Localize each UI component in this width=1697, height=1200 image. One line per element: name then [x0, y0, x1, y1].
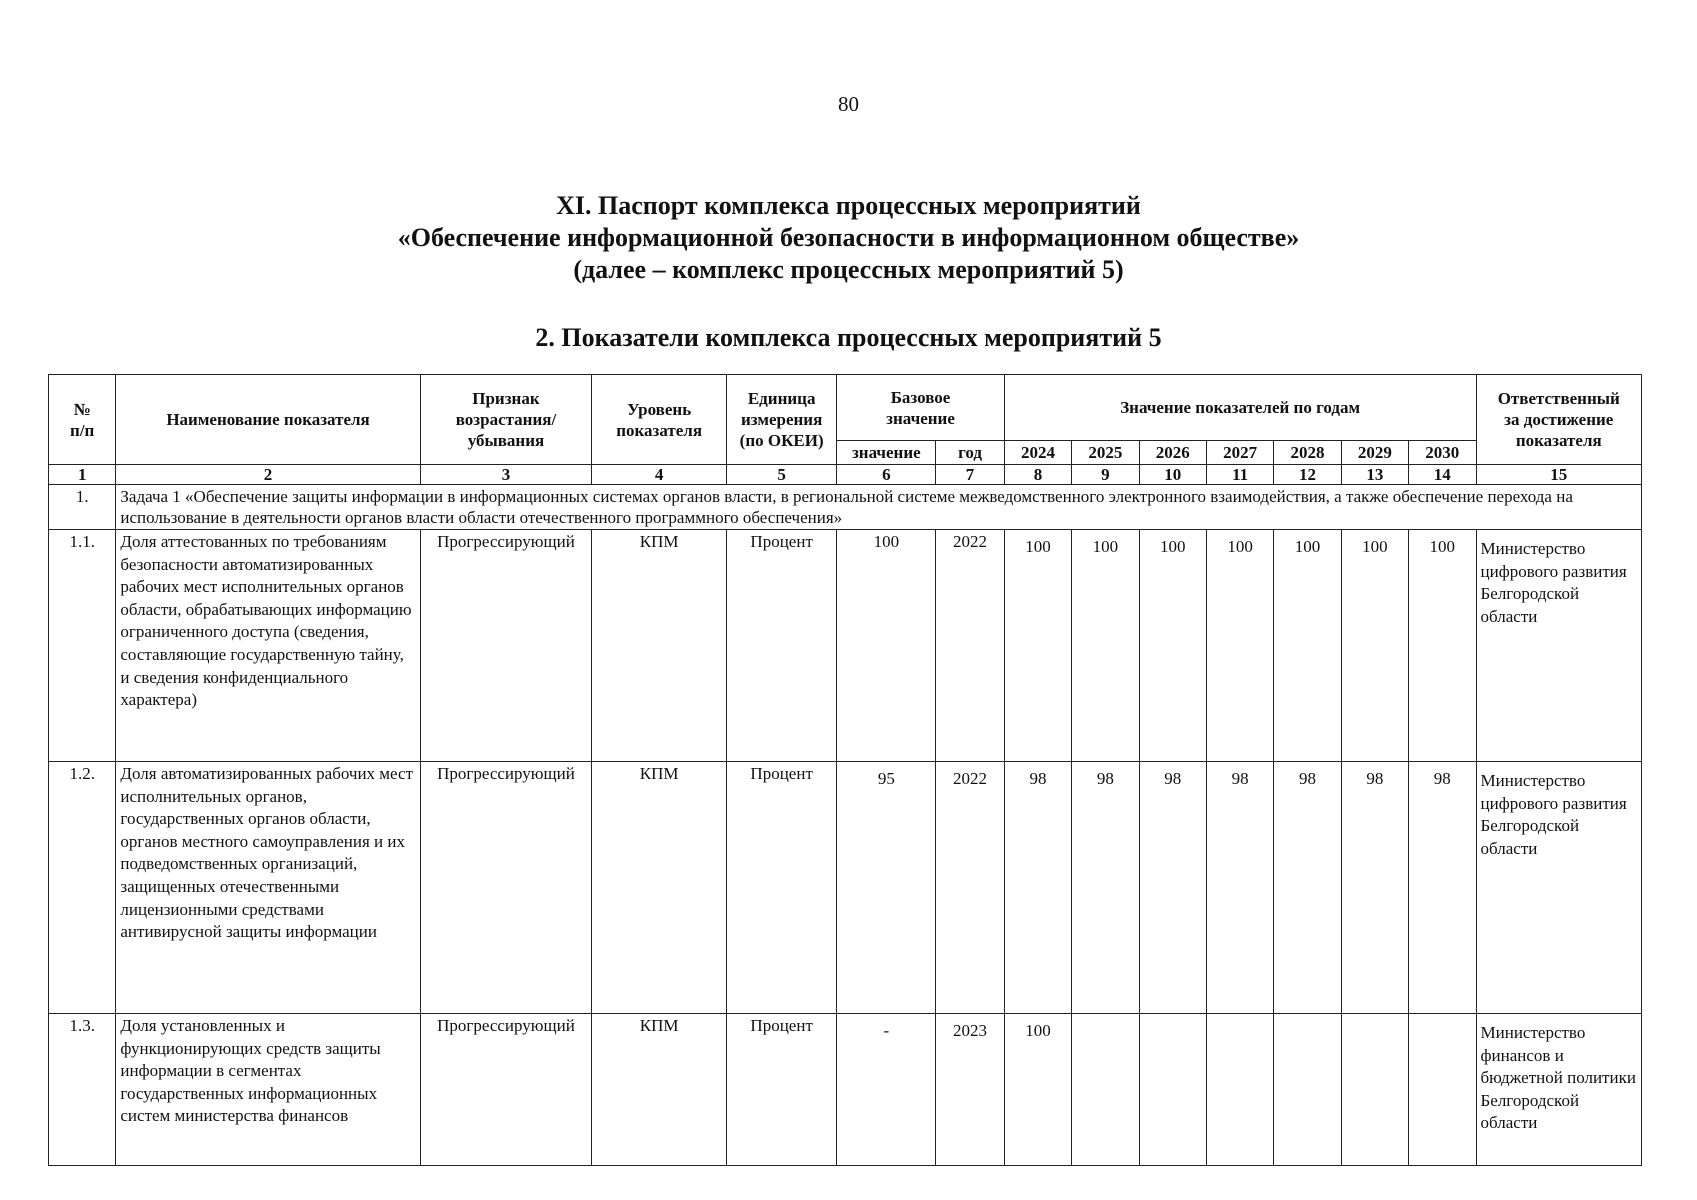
header-num — [49, 375, 116, 465]
column-numbers-row — [49, 465, 1642, 485]
header-unit-line: (по ОКЕИ) — [739, 431, 824, 450]
year-value: 98 — [1341, 762, 1408, 1014]
column-number: 11 — [1206, 465, 1273, 485]
table-row — [49, 1014, 1642, 1166]
year-value: 100 — [1004, 530, 1071, 762]
year-value — [1341, 1014, 1408, 1166]
header-trend-line: возрастания/ — [455, 410, 557, 429]
indicator-trend: Прогрессирующий — [420, 1014, 592, 1166]
year-value — [1409, 1014, 1476, 1166]
indicator-trend: Прогрессирующий — [420, 762, 592, 1014]
row-num: 1.3. — [49, 1014, 116, 1166]
column-number: 4 — [592, 465, 727, 485]
year-value: 98 — [1206, 762, 1273, 1014]
header-level-line: показателя — [616, 420, 703, 440]
year-value: 98 — [1004, 762, 1071, 1014]
header-resp-line: Ответственный — [1497, 389, 1620, 408]
column-number: 3 — [420, 465, 592, 485]
column-number: 5 — [727, 465, 837, 485]
page-number: 80 — [838, 92, 859, 116]
indicator-trend: Прогрессирующий — [420, 530, 592, 762]
responsible: Министерство цифрового развития Белгородской области — [1476, 762, 1641, 1014]
year-value: 98 — [1072, 762, 1139, 1014]
year-value: 98 — [1139, 762, 1206, 1014]
header-trend — [420, 375, 592, 465]
column-number: 1 — [49, 465, 116, 485]
year-value: 98 — [1409, 762, 1476, 1014]
header-base-line: значение — [886, 408, 955, 428]
header-resp-line: за достижение — [1504, 410, 1614, 429]
table-row — [49, 530, 1642, 762]
header-year: 2025 — [1072, 441, 1139, 465]
header-year: 2028 — [1274, 441, 1341, 465]
responsible: Министерство финансов и бюджетной политики Белгородской области — [1476, 1014, 1641, 1166]
responsible: Министерство цифрового развития Белгородской области — [1476, 530, 1641, 762]
indicator-level: КПМ — [592, 530, 727, 762]
year-value: 98 — [1274, 762, 1341, 1014]
section-title — [0, 190, 1697, 286]
year-value: 100 — [1341, 530, 1408, 762]
base-value: 100 — [837, 530, 936, 762]
year-value: 100 — [1274, 530, 1341, 762]
column-number: 8 — [1004, 465, 1071, 485]
base-value: 95 — [837, 762, 936, 1014]
header-resp-line: показателя — [1515, 431, 1602, 450]
header-base-year: год — [936, 441, 1004, 465]
indicator-level: КПМ — [592, 762, 727, 1014]
indicator-name: Доля автоматизированных рабочих мест исполнительных органов, государственных органов области, органов местного самоуправления и их подведомственных организаций, защищенных отечественными лицензионными средствами антивирусной защиты информации — [116, 762, 420, 1014]
header-num-line: № — [73, 399, 91, 419]
year-value — [1206, 1014, 1273, 1166]
indicator-unit: Процент — [727, 1014, 837, 1166]
column-number: 15 — [1476, 465, 1641, 485]
title-line: «Обеспечение информационной безопасности в информационном обществе» — [397, 223, 1300, 252]
title-line: XI. Паспорт комплекса процессных мероприятий — [556, 191, 1141, 220]
header-responsible — [1476, 375, 1641, 465]
row-num: 1.1. — [49, 530, 116, 762]
header-base — [837, 375, 1004, 441]
column-number: 10 — [1139, 465, 1206, 485]
indicators-table — [48, 374, 1642, 1166]
header-year: 2029 — [1341, 441, 1408, 465]
year-value: 100 — [1139, 530, 1206, 762]
indicator-unit: Процент — [727, 530, 837, 762]
header-level — [592, 375, 727, 465]
header-num-line: п/п — [70, 420, 95, 440]
indicator-unit: Процент — [727, 762, 837, 1014]
column-number: 14 — [1409, 465, 1476, 485]
header-base-value: значение — [837, 441, 936, 465]
header-year: 2027 — [1206, 441, 1273, 465]
header-unit-line: Единица — [747, 389, 816, 408]
header-year: 2030 — [1409, 441, 1476, 465]
header-base-line: Базовое — [890, 387, 951, 407]
task-num: 1. — [49, 485, 116, 530]
year-value: 100 — [1004, 1014, 1071, 1166]
row-num: 1.2. — [49, 762, 116, 1014]
base-value: - — [837, 1014, 936, 1166]
year-value — [1274, 1014, 1341, 1166]
year-value: 100 — [1072, 530, 1139, 762]
header-year: 2026 — [1139, 441, 1206, 465]
base-year: 2023 — [936, 1014, 1004, 1166]
header-years-group: Значение показателей по годам — [1004, 375, 1476, 441]
year-value — [1072, 1014, 1139, 1166]
indicator-level: КПМ — [592, 1014, 727, 1166]
header-unit-line: измерения — [741, 410, 823, 429]
header-unit — [727, 375, 837, 465]
title-line: (далее – комплекс процессных мероприятий 5) — [573, 255, 1124, 284]
task-text: Задача 1 «Обеспечение защиты информации в информационных системах органов власти, в региональной системе межведомственного электронного взаимодействия, а также обеспечение перехода на использование в деятельности органов власти области отечественного программного обеспечения» — [116, 485, 1642, 530]
column-number: 6 — [837, 465, 936, 485]
task-row — [49, 485, 1642, 530]
base-year: 2022 — [936, 762, 1004, 1014]
base-year: 2022 — [936, 530, 1004, 762]
header-trend-line: Признак — [472, 389, 540, 408]
indicator-name: Доля установленных и функционирующих средств защиты информации в сегментах государственных информационных систем министерства финансов — [116, 1014, 420, 1166]
year-value — [1139, 1014, 1206, 1166]
header-name: Наименование показателя — [116, 375, 420, 465]
table-row — [49, 762, 1642, 1014]
table-title: 2. Показатели комплекса процессных мероприятий 5 — [535, 323, 1162, 352]
year-value: 100 — [1409, 530, 1476, 762]
indicator-name: Доля аттестованных по требованиям безопасности автоматизированных рабочих мест исполнительных органов области, обрабатывающих информацию ограниченного доступа (сведения, составляющие государственную тайну, и сведения конфиденциального характера) — [116, 530, 420, 762]
column-number: 7 — [936, 465, 1004, 485]
column-number: 12 — [1274, 465, 1341, 485]
column-number: 2 — [116, 465, 420, 485]
header-year: 2024 — [1004, 441, 1071, 465]
column-number: 13 — [1341, 465, 1408, 485]
year-value: 100 — [1206, 530, 1273, 762]
header-level-line: Уровень — [627, 399, 692, 419]
header-trend-line: убывания — [467, 431, 545, 450]
column-number: 9 — [1072, 465, 1139, 485]
